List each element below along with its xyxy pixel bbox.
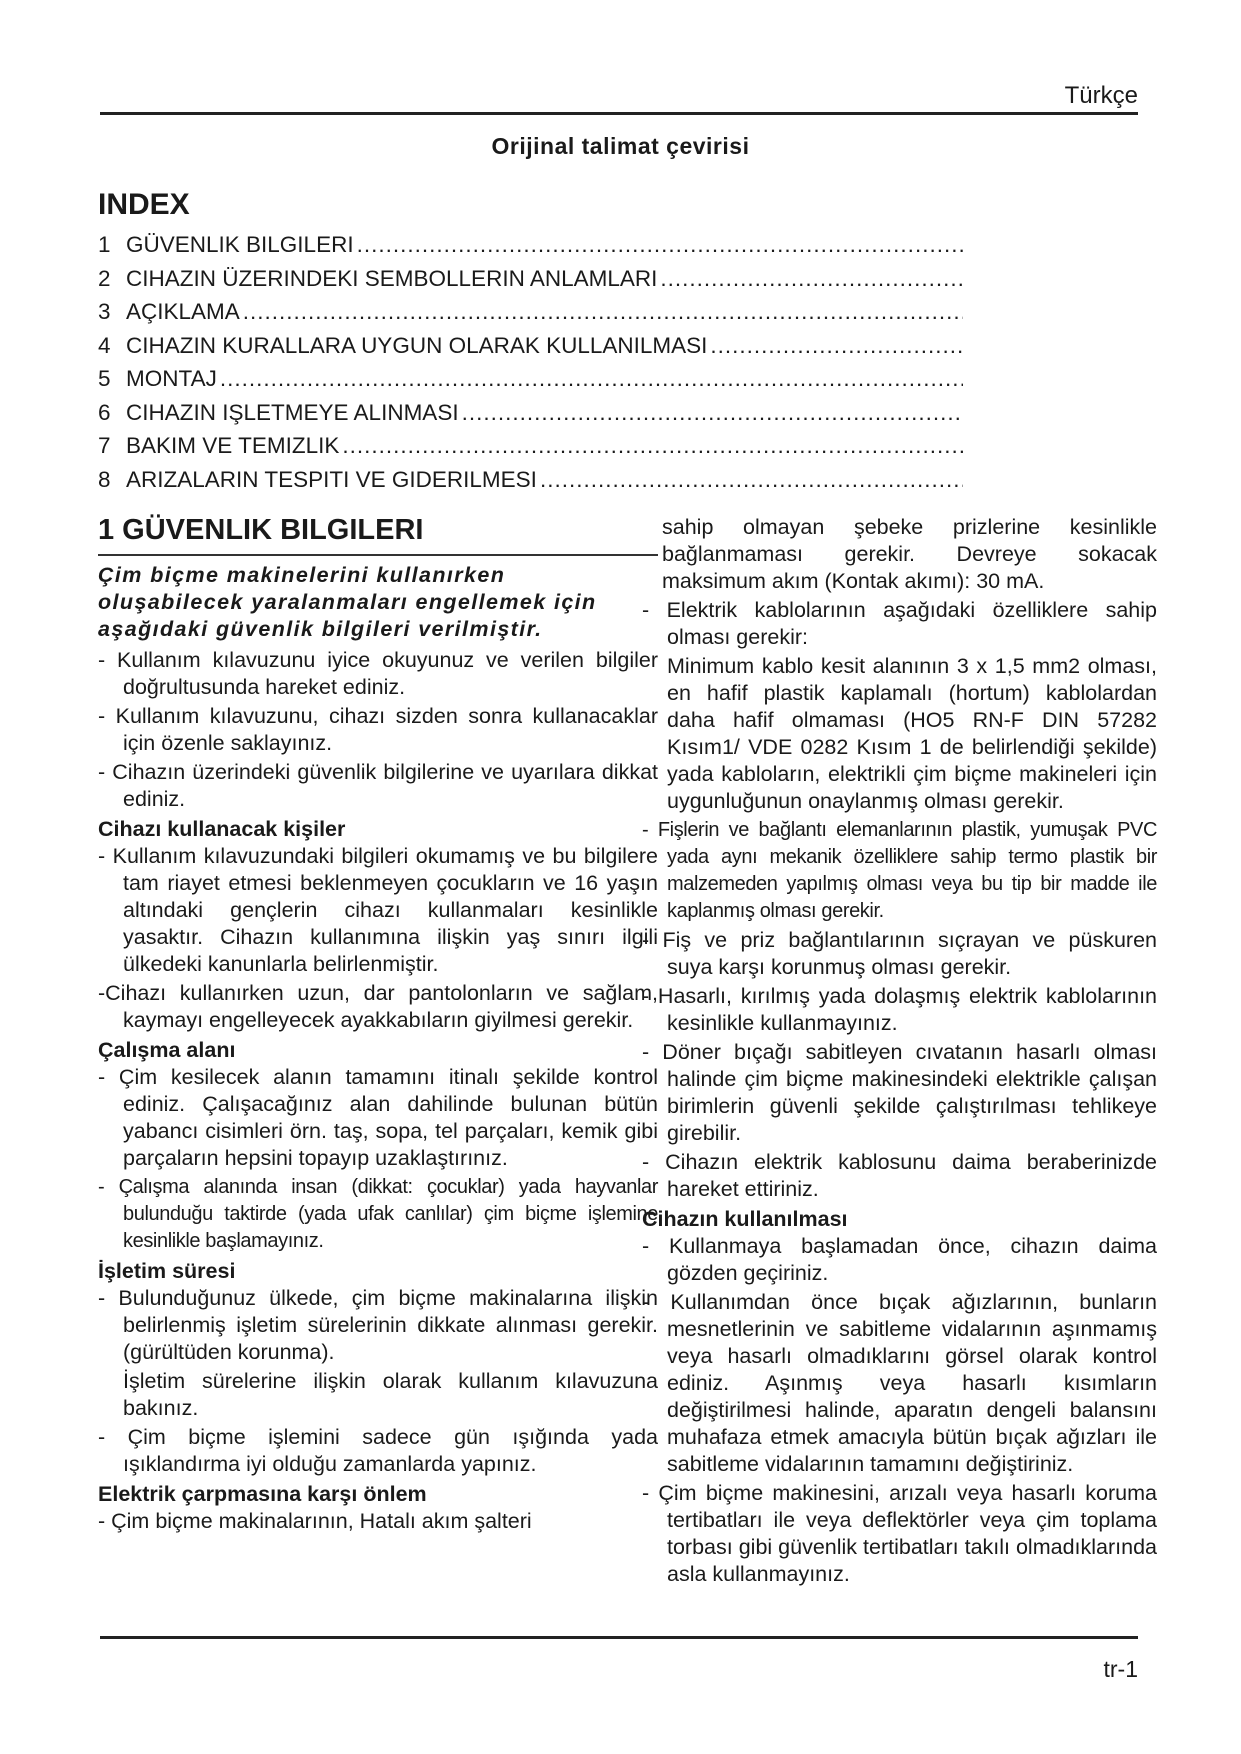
toc-leader <box>243 299 963 325</box>
safety-item: - Çim biçme makinesini, arızalı veya hasarlı koruma tertibatları ile veya deflektörler veya çim toplama torbası gibi güvenlik tertibatları takılı olmadıklarında asla kullanmayınız. <box>642 1481 1157 1586</box>
section-intro: Çim biçme makinelerini kullanırken oluşabilecek yaralanmaları engellemek için aşağıdaki güvenlik bilgileri verilmiştir. <box>98 563 597 641</box>
safety-item: - Cihazın üzerindeki güvenlik bilgilerine ve uyarılara dikkat ediniz. <box>98 760 658 811</box>
toc-leader <box>342 433 963 459</box>
safety-item: - Kullanımdan önce bıçak ağızlarının, bunların mesnetlerinin ve sabitleme vidalarının aşınmamış veya hasarlı olmadıklarını görsel olarak kontrol ediniz. Aşınmış veya hasarlı kısımların değiştirilmesi halinde, aparatın dengeli balansını muhafaza etmek amacıyla bütün bıçak ağızları ile sabitleme vidalarının tamamını değiştiriniz. <box>642 1290 1157 1476</box>
toc-item[interactable] <box>98 266 963 300</box>
safety-item: -Cihazı kullanırken uzun, dar pantolonların ve sağlam, kaymayı engelleyecek ayakkabıların giyilmesi gerekir. <box>98 981 658 1032</box>
toc-number: 1 <box>98 232 111 257</box>
toc-item[interactable] <box>98 232 963 266</box>
device-use-heading: Cihazın kullanılması <box>642 1207 848 1231</box>
safety-item: - Çim kesilecek alanın tamamını itinalı şekilde kontrol ediniz. Çalışacağınız alan dahilinde bulunan bütün yabancı cisimleri örn. taş, sopa, tel parçaları, kemik gibi parçaların hepsini topayıp uzaklaştırınız. <box>98 1065 658 1170</box>
safety-item: - Elektrik kablolarının aşağıdaki özelliklere sahip olması gerekir: <box>642 598 1157 649</box>
work-area-heading: Çalışma alanı <box>98 1038 236 1062</box>
safety-item: İşletim sürelerine ilişkin olarak kullanım kılavuzuna bakınız. <box>123 1369 658 1420</box>
index-title: INDEX <box>98 188 190 221</box>
safety-item: - Çim biçme makinalarının, Hatalı akım şalteri <box>98 1509 532 1533</box>
page-number: tr-1 <box>1103 1656 1138 1682</box>
language-label: Türkçe <box>1064 82 1138 109</box>
toc-leader <box>462 400 963 426</box>
safety-item: - Bulunduğunuz ülkede, çim biçme makinalarına ilişkin belirlenmiş işletim sürelerinin dikkate alınması gerekir. (gürültüden korunma). <box>98 1286 658 1364</box>
toc-number: 8 <box>98 466 111 492</box>
toc-leader <box>710 333 963 359</box>
table-of-contents <box>98 232 963 500</box>
toc-number: 5 <box>98 366 111 391</box>
toc-label: AÇIKLAMA <box>126 299 240 324</box>
safety-item: - Hasarlı, kırılmış yada dolaşmış elektrik kablolarının kesinlikle kullanmayınız. <box>642 984 1157 1035</box>
toc-number: 6 <box>98 399 111 425</box>
toc-item[interactable] <box>98 467 963 501</box>
safety-item: - Fiş ve priz bağlantılarının sıçrayan ve püskuren suya karşı korunmuş olması gerekir. <box>642 928 1157 979</box>
toc-label: MONTAJ <box>126 366 217 391</box>
toc-item[interactable] <box>98 333 963 367</box>
toc-item[interactable] <box>98 366 963 400</box>
toc-item[interactable] <box>98 400 963 434</box>
document-subtitle: Orijinal talimat çevirisi <box>491 133 750 159</box>
toc-label: GÜVENLIK BILGILERI <box>126 232 354 257</box>
footer-rule <box>100 1636 1138 1639</box>
safety-item: - Kullanmaya başlamadan önce, cihazın daima gözden geçiriniz. <box>642 1234 1157 1285</box>
safety-item: - Kullanım kılavuzunu iyice okuyunuz ve verilen bilgiler doğrultusunda hareket ediniz. <box>98 648 658 699</box>
right-column <box>642 514 1157 1590</box>
safety-item: sahip olmayan şebeke prizlerine kesinlikle bağlanmaması gerekir. Devreye sokacak maksimum akım (Kontak akımı): 30 mA. <box>662 515 1157 593</box>
safety-item: - Çalışma alanında insan (dikkat: çocuklar) yada hayvanlar bulunduğu taktirde (yada ufak canlılar) çim biçme işlemine kesinlikle başlamayınız. <box>98 1176 658 1252</box>
toc-label: CIHAZIN IŞLETMEYE ALINMASI <box>126 399 459 425</box>
operating-time-heading: İşletim süresi <box>98 1259 236 1283</box>
header-rule <box>100 112 1138 115</box>
safety-item: - Kullanım kılavuzundaki bilgileri okumamış ve bu bilgilere tam riayet etmesi beklenmeyen çocukların ve 16 yaşın altındaki gençlerin cihazı kullanmaları kesinlikle yasaktır. Cihazın kullanımına ilişkin yaş sınırı ilgili ülkedeki kanunlarla belirlenmiştir. <box>98 844 658 976</box>
toc-number: 3 <box>98 299 111 324</box>
toc-number: 2 <box>98 265 111 291</box>
safety-item: - Döner bıçağı sabitleyen cıvatanın hasarlı olması halinde çim biçme makinesindeki elektrikle çalışan birimlerin güvenli şekilde çalıştırılması tehlikeye girebilir. <box>642 1040 1157 1145</box>
safety-item: Minimum kablo kesit alanının 3 x 1,5 mm2 olması, en hafif plastik kaplamalı (hortum) kablolardan daha hafif olmaması (HO5 RN-F DIN 57282 Kısım1/ VDE 0282 Kısım 1 de belirlendiği şekilde) yada kabloların, elektrikli çim biçme makineleri için uygunluğunun onaylanmış olması gerekir. <box>667 654 1157 813</box>
toc-number: 7 <box>98 433 111 458</box>
toc-leader <box>660 266 963 292</box>
safety-item: - Fişlerin ve bağlantı elemanlarının plastik, yumuşak PVC yada aynı mekanik özelliklere sahip termo plastik bir malzemeden yapılmış olması veya bu tip bir madde ile kaplanmış olması gerekir. <box>642 819 1157 922</box>
safety-item: - Kullanım kılavuzunu, cihazı sizden sonra kullanacaklar için özenle saklayınız. <box>98 704 658 755</box>
toc-label: CIHAZIN KURALLARA UYGUN OLARAK KULLANILMASI <box>126 332 708 358</box>
toc-item[interactable] <box>98 433 963 467</box>
electric-heading: Elektrik çarpmasına karşı önlem <box>98 1482 427 1506</box>
toc-leader <box>220 366 963 392</box>
toc-leader <box>540 467 963 493</box>
section-title: 1 GÜVENLIK BILGILERI <box>98 512 658 556</box>
toc-label: CIHAZIN ÜZERINDEKI SEMBOLLERIN ANLAMLARI <box>126 265 658 291</box>
toc-label: ARIZALARIN TESPITI VE GIDERILMESI <box>126 466 537 492</box>
safety-item: - Çim biçme işlemini sadece gün ışığında yada ışıklandırma iyi olduğu zamanlarda yapınız. <box>98 1425 658 1476</box>
toc-number: 4 <box>98 332 111 358</box>
left-column <box>98 512 658 1537</box>
toc-leader <box>357 232 963 258</box>
toc-item[interactable] <box>98 299 963 333</box>
users-heading: Cihazı kullanacak kişiler <box>98 817 346 841</box>
toc-label: BAKIM VE TEMIZLIK <box>126 433 340 458</box>
safety-item: - Cihazın elektrik kablosunu daima beraberinizde hareket ettiriniz. <box>642 1150 1157 1201</box>
